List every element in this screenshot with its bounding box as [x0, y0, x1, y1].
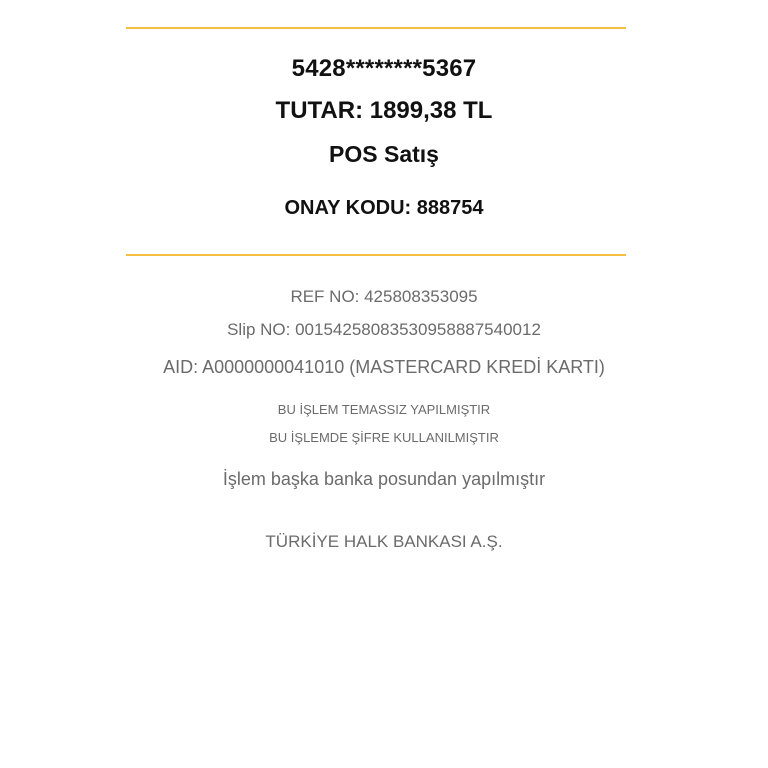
- amount: TUTAR: 1899,38 TL: [275, 97, 493, 124]
- other-bank-note: İşlem başka banka posundan yapılmıştır: [222, 469, 546, 489]
- aid: AID: A0000000041010 (MASTERCARD KREDİ KARTI): [163, 357, 605, 377]
- contactless-note: BU İŞLEM TEMASSIZ YAPILMIŞTIR: [277, 402, 491, 417]
- bank-name: TÜRKİYE HALK BANKASI A.Ş.: [265, 532, 503, 551]
- pin-note: BU İŞLEMDE ŞİFRE KULLANILMIŞTIR: [269, 430, 499, 445]
- transaction-type: POS Satış: [329, 141, 439, 167]
- slip-number: Slip NO: 0015425808353095888754001​2: [227, 320, 541, 339]
- ref-number: REF NO: 425808353095: [290, 287, 478, 306]
- card-number: 5428********5367: [291, 55, 477, 82]
- bottom-divider: [126, 254, 626, 256]
- approval-code: ONAY KODU: 888754: [284, 197, 484, 219]
- top-divider: [126, 27, 626, 29]
